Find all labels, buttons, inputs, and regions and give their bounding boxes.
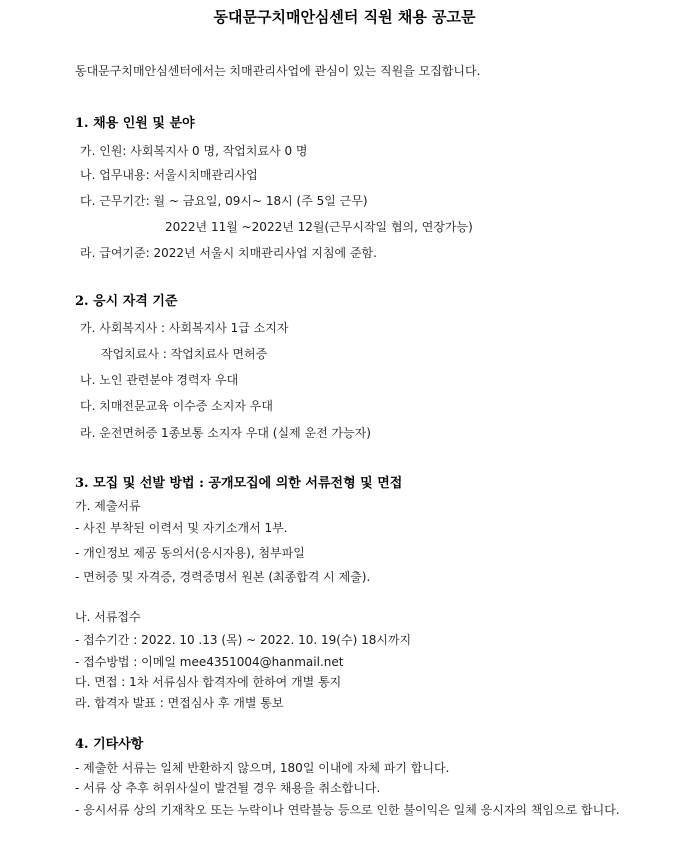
section2-heading: 2. 응시 자격 기준 bbox=[75, 294, 178, 309]
section3-line: 가. 제출서류 bbox=[75, 499, 141, 513]
section3-line: - 접수기간 : 2022. 10 .13 (목) ~ 2022. 10. 19(수) 18시까지 bbox=[75, 633, 412, 647]
section2-line: 다. 치매전문교육 이수증 소지자 우대 bbox=[80, 399, 273, 413]
section3-line: 라. 합격자 발표 : 면접심사 후 개별 통보 bbox=[75, 696, 284, 710]
section4-line: - 응시서류 상의 기재착오 또는 누락이나 연락불능 등으로 인한 불이익은 일체 응시자의 책임으로 합니다. bbox=[75, 803, 620, 817]
intro-text: 동대문구치매안심센터에서는 치매관리사업에 관심이 있는 직원을 모집합니다. bbox=[75, 64, 481, 78]
section3-line: 다. 면접 : 1차 서류심사 합격자에 한하여 개별 통지 bbox=[75, 675, 342, 689]
section1-line: 나. 업무내용: 서울시치매관리사업 bbox=[80, 168, 258, 182]
section1-line: 가. 인원: 사회복지사 0 명, 작업치료사 0 명 bbox=[80, 144, 308, 158]
section2-line: 작업치료사 : 작업치료사 면허증 bbox=[101, 347, 268, 361]
section2-line: 나. 노인 관련분야 경력자 우대 bbox=[80, 373, 239, 387]
section3-line: - 접수방법 : 이메일 mee4351004@hanmail.net bbox=[75, 655, 344, 669]
section3-line: 나. 서류접수 bbox=[75, 610, 141, 624]
section4-line: - 제출한 서류는 일체 반환하지 않으며, 180일 이내에 자체 파기 합니다. bbox=[75, 761, 450, 775]
section3-line: - 개인정보 제공 동의서(응시자용), 첨부파일 bbox=[75, 546, 305, 560]
section4-line: - 서류 상 추후 허위사실이 발견될 경우 채용을 취소합니다. bbox=[75, 781, 381, 795]
section1-line: 라. 급여기준: 2022년 서울시 치매관리사업 지침에 준함. bbox=[80, 246, 377, 260]
document-title: 동대문구치매안심센터 직원 채용 공고문 bbox=[213, 8, 476, 26]
section1-line: 다. 근무기간: 월 ~ 금요일, 09시~ 18시 (주 5일 근무) bbox=[80, 194, 368, 208]
section3-line: - 사진 부착된 이력서 및 자기소개서 1부. bbox=[75, 521, 288, 535]
section1-line: 2022년 11월 ~2022년 12월(근무시작일 협의, 연장가능) bbox=[165, 220, 473, 234]
section3-line: - 면허증 및 자격증, 경력증명서 원본 (최종합격 시 제출). bbox=[75, 570, 371, 584]
section4-heading: 4. 기타사항 bbox=[75, 737, 144, 752]
section2-line: 라. 운전면허증 1종보통 소지자 우대 (실제 운전 가능자) bbox=[80, 426, 371, 440]
section2-line: 가. 사회복지사 : 사회복지사 1급 소지자 bbox=[80, 321, 289, 335]
section3-heading: 3. 모집 및 선발 방법 : 공개모집에 의한 서류전형 및 면접 bbox=[75, 476, 403, 491]
section1-heading: 1. 채용 인원 및 분야 bbox=[75, 116, 195, 131]
